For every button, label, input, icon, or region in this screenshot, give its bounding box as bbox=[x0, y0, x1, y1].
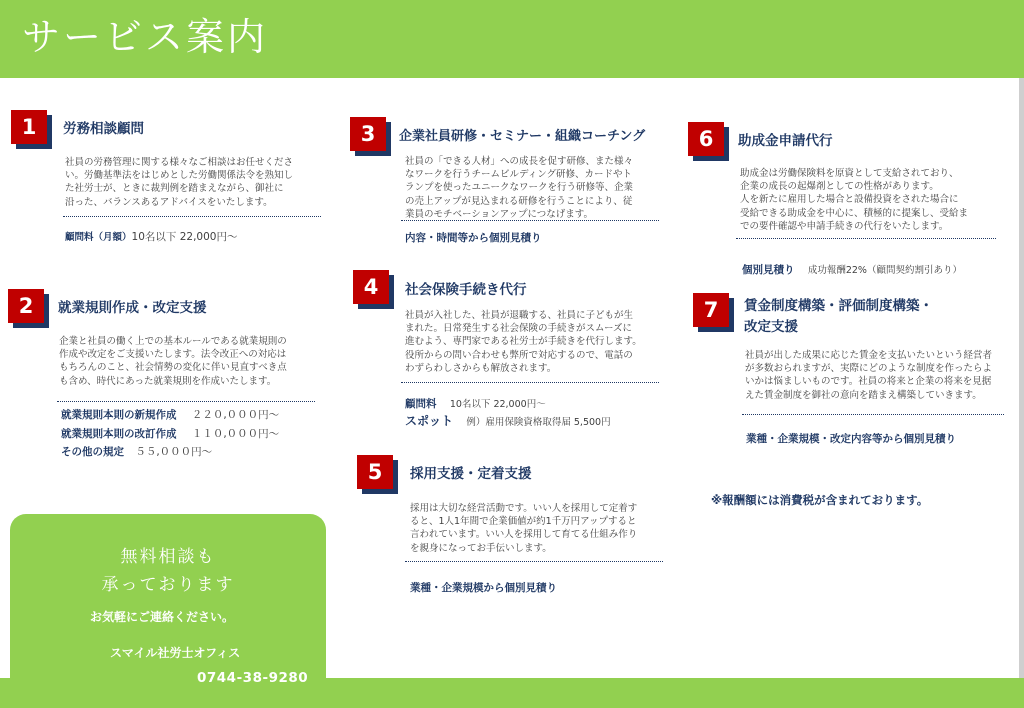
service-fee: 顧問料（月額）10名以下 22,000円～ bbox=[65, 231, 238, 243]
contact-message: お気軽にご連絡ください。 bbox=[90, 610, 235, 624]
service-description: 企業と社員の働く上での基本ルールである就業規則の 作成や改定をご支援いたします。法令改正への対応は もちろんのこと、社会情勢の変化に伴い見直すべき点 も含め、時代にあった就業規則を作成いたします。 bbox=[59, 336, 287, 387]
service-fee: 就業規則本則の新規作成 ２２０,０００円～ bbox=[61, 409, 280, 421]
service-title: 企業社員研修・セミナー・組織コーチング bbox=[399, 129, 646, 144]
service-number-badge: 2 bbox=[8, 289, 44, 323]
contact-headline: 承っております bbox=[101, 575, 235, 595]
divider bbox=[736, 238, 996, 239]
service-description: 社員が出した成果に応じた賃金を支払いたいという経営者 が多数おられますが、実際にどのような制度を作ったらよ いかは悩ましいものです。社員の将来と企業の将来を見据 えた賃金制度を御社の意向を踏まえ構築していきます。 bbox=[745, 350, 993, 401]
service-title: 労務相談顧問 bbox=[63, 121, 144, 137]
header-bar bbox=[0, 0, 1024, 78]
service-fee: スポット 例）雇用保険資格取得届 5,500円 bbox=[405, 414, 611, 428]
page-edge bbox=[1019, 78, 1024, 678]
divider bbox=[57, 401, 315, 402]
service-number-badge: 4 bbox=[353, 270, 389, 304]
service-title: 助成金申請代行 bbox=[738, 133, 833, 149]
service-description: 助成金は労働保険料を原資として支給されており、 企業の成長の起爆剤としての性格があります。 人を新たに雇用した場合と設備投資をされた場合に 受給できる助成金を中心に、積極的に提案し、受給ま での要件確認や申請手続きの代行をいたします。 bbox=[740, 168, 969, 232]
phone-number[interactable]: 0744-38-9280 bbox=[197, 670, 309, 686]
service-description: 社員の「できる人材」への成長を促す研修、また様々 なワークを行うチームビルディング研修、カードやト ランプを使ったユニークなワークを行う研修等、企業 の売上アップが見込まれる研修を行うことにより、従 業員のモチベーションアップにつなげます。 bbox=[405, 156, 634, 220]
service-title: 賃金制度構築・評価制度構築・ 改定支援 bbox=[744, 298, 933, 335]
service-fee: 内容・時間等から個別見積り bbox=[405, 232, 542, 244]
contact-box bbox=[10, 514, 326, 700]
divider bbox=[742, 414, 1004, 415]
service-number-badge: 6 bbox=[688, 122, 724, 156]
service-fee: 就業規則本則の改訂作成 １１０,０００円～ bbox=[61, 428, 280, 440]
service-fee: 顧問料 10名以下 22,000円～ bbox=[405, 398, 546, 410]
service-description: 採用は大切な経営活動です。いい人を採用して定着す ると、1人1年間で企業価値が約1千万円アップすると 言われています。いい人を採用して育てる仕組み作り を親身になってお手伝いします。 bbox=[410, 503, 638, 554]
office-name: スマイル社労士オフィス bbox=[110, 646, 241, 660]
service-title: 採用支援・定着支援 bbox=[410, 466, 532, 482]
divider bbox=[405, 561, 663, 562]
tax-note: ※報酬額には消費税が含まれております。 bbox=[711, 493, 929, 507]
service-title: 社会保険手続き代行 bbox=[405, 282, 527, 298]
service-number-badge: 5 bbox=[357, 455, 393, 489]
service-fee: 業種・企業規模・改定内容等から個別見積り bbox=[746, 433, 956, 445]
service-description: 社員が入社した、社員が退職する、社員に子どもが生 まれた。日常発生する社会保険の手続きがスムーズに 進むよう、専門家である社労士が手続きを代行します。 役所からの問い合わせも弊所で対応するので、電話の わずらわしさからも解放されます。 bbox=[405, 310, 642, 374]
contact-headline: 無料相談も bbox=[120, 547, 216, 567]
service-number-badge: 1 bbox=[11, 110, 47, 144]
divider bbox=[63, 216, 321, 217]
service-title: 就業規則作成・改定支援 bbox=[58, 300, 207, 316]
divider bbox=[401, 382, 659, 383]
service-fee: その他の規定 ５５,０００円～ bbox=[61, 446, 213, 458]
divider bbox=[401, 220, 659, 221]
service-fee: 業種・企業規模から個別見積り bbox=[410, 582, 557, 594]
service-fee: 個別見積り 成功報酬22%（顧問契約割引あり） bbox=[742, 264, 962, 276]
service-description: 社員の労務管理に関する様々なご相談はお任せくださ い。労働基準法をはじめとした労働関係法令を熟知し た社労士が、ときに裁判例を踏まえながら、御社に 沿った、バランスあるアドバイスをいたします。 bbox=[65, 157, 294, 208]
page-title: サービス案内 bbox=[22, 15, 269, 59]
service-number-badge: 3 bbox=[350, 117, 386, 151]
service-number-badge: 7 bbox=[693, 293, 729, 327]
